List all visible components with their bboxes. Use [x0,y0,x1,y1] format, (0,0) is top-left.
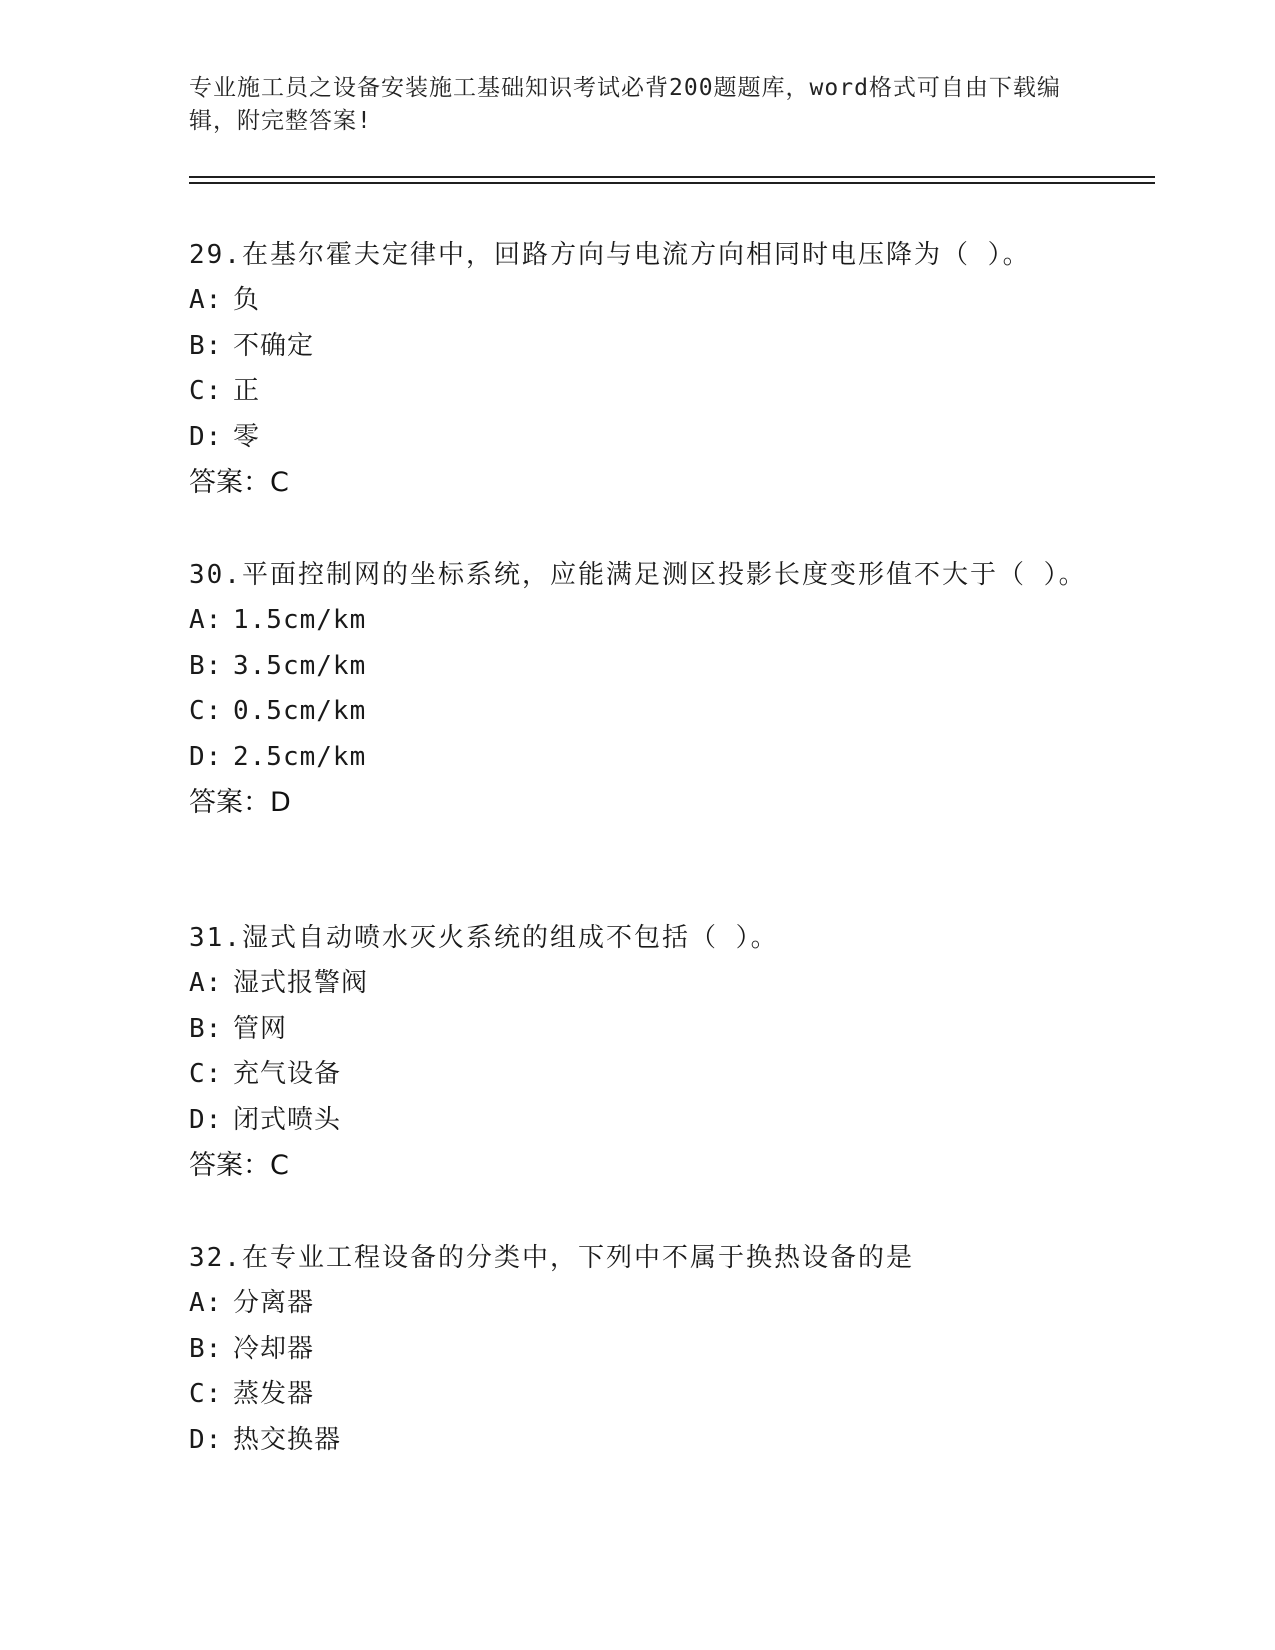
option-d [189,735,1089,781]
question-32 [189,1236,1089,1463]
answer-line: 答案：C [189,1150,289,1181]
option-text: 负 [233,285,261,315]
option-letter: C: [189,376,223,406]
option-a [189,278,1089,324]
option-letter: D: [189,421,223,452]
option-a [189,1281,1089,1327]
option-letter: B: [189,1013,223,1044]
option-text: 分离器 [233,1288,315,1318]
option-text: 热交换器 [233,1424,342,1455]
document-title: 专业施工员之设备安装施工基础知识考试必背200题题库，word格式可自由下载编辑，附完整答案! [189,75,1061,134]
option-letter: A: [189,605,223,635]
question-31 [189,916,1089,1188]
option-b [189,1327,1089,1373]
header-divider-bottom [189,182,1155,184]
option-text: 湿式报警阀 [233,968,369,998]
option-c [189,689,1089,735]
option-text: 1.5cm/km [233,605,367,635]
question-29 [189,233,1089,505]
answer-line: 答案：D [189,787,291,818]
option-b [189,324,1089,370]
option-text: 充气设备 [233,1059,342,1089]
option-c [189,1372,1089,1418]
option-c [189,1052,1089,1098]
option-b [189,1007,1089,1053]
header-divider-top [189,176,1155,178]
option-letter: A: [189,285,223,315]
question-30 [189,553,1089,825]
option-text: 蒸发器 [233,1379,315,1409]
option-letter: B: [189,650,223,681]
option-text: 不确定 [233,330,315,361]
option-letter: C: [189,1379,223,1409]
question-stem: 32.在专业工程设备的分类中，下列中不属于换热设备的是 [189,1243,914,1273]
option-text: 0.5cm/km [233,696,367,726]
option-text: 管网 [233,1013,288,1044]
answer-line: 答案：C [189,467,289,498]
option-a [189,961,1089,1007]
option-letter: B: [189,330,223,361]
option-text: 3.5cm/km [233,650,367,681]
option-d [189,1418,1089,1464]
option-text: 冷却器 [233,1333,315,1364]
option-c [189,369,1089,415]
option-text: 零 [233,421,261,452]
option-text: 2.5cm/km [233,741,367,772]
option-a [189,598,1089,644]
question-stem: 31.湿式自动喷水灭火系统的组成不包括（ ）。 [189,923,779,953]
option-text: 正 [233,376,261,406]
option-letter: C: [189,696,223,726]
option-letter: D: [189,1424,223,1455]
option-letter: D: [189,741,223,772]
option-d [189,1098,1089,1144]
option-letter: B: [189,1333,223,1364]
option-d [189,415,1089,461]
option-letter: C: [189,1059,223,1089]
question-stem: 29.在基尔霍夫定律中，回路方向与电流方向相同时电压降为（ ）。 [189,240,1031,270]
option-letter: A: [189,1288,223,1318]
option-letter: D: [189,1104,223,1135]
option-text: 闭式喷头 [233,1104,342,1135]
question-stem: 30.平面控制网的坐标系统，应能满足测区投影长度变形值不大于（ ）。 [189,560,1087,590]
option-letter: A: [189,968,223,998]
option-b [189,644,1089,690]
